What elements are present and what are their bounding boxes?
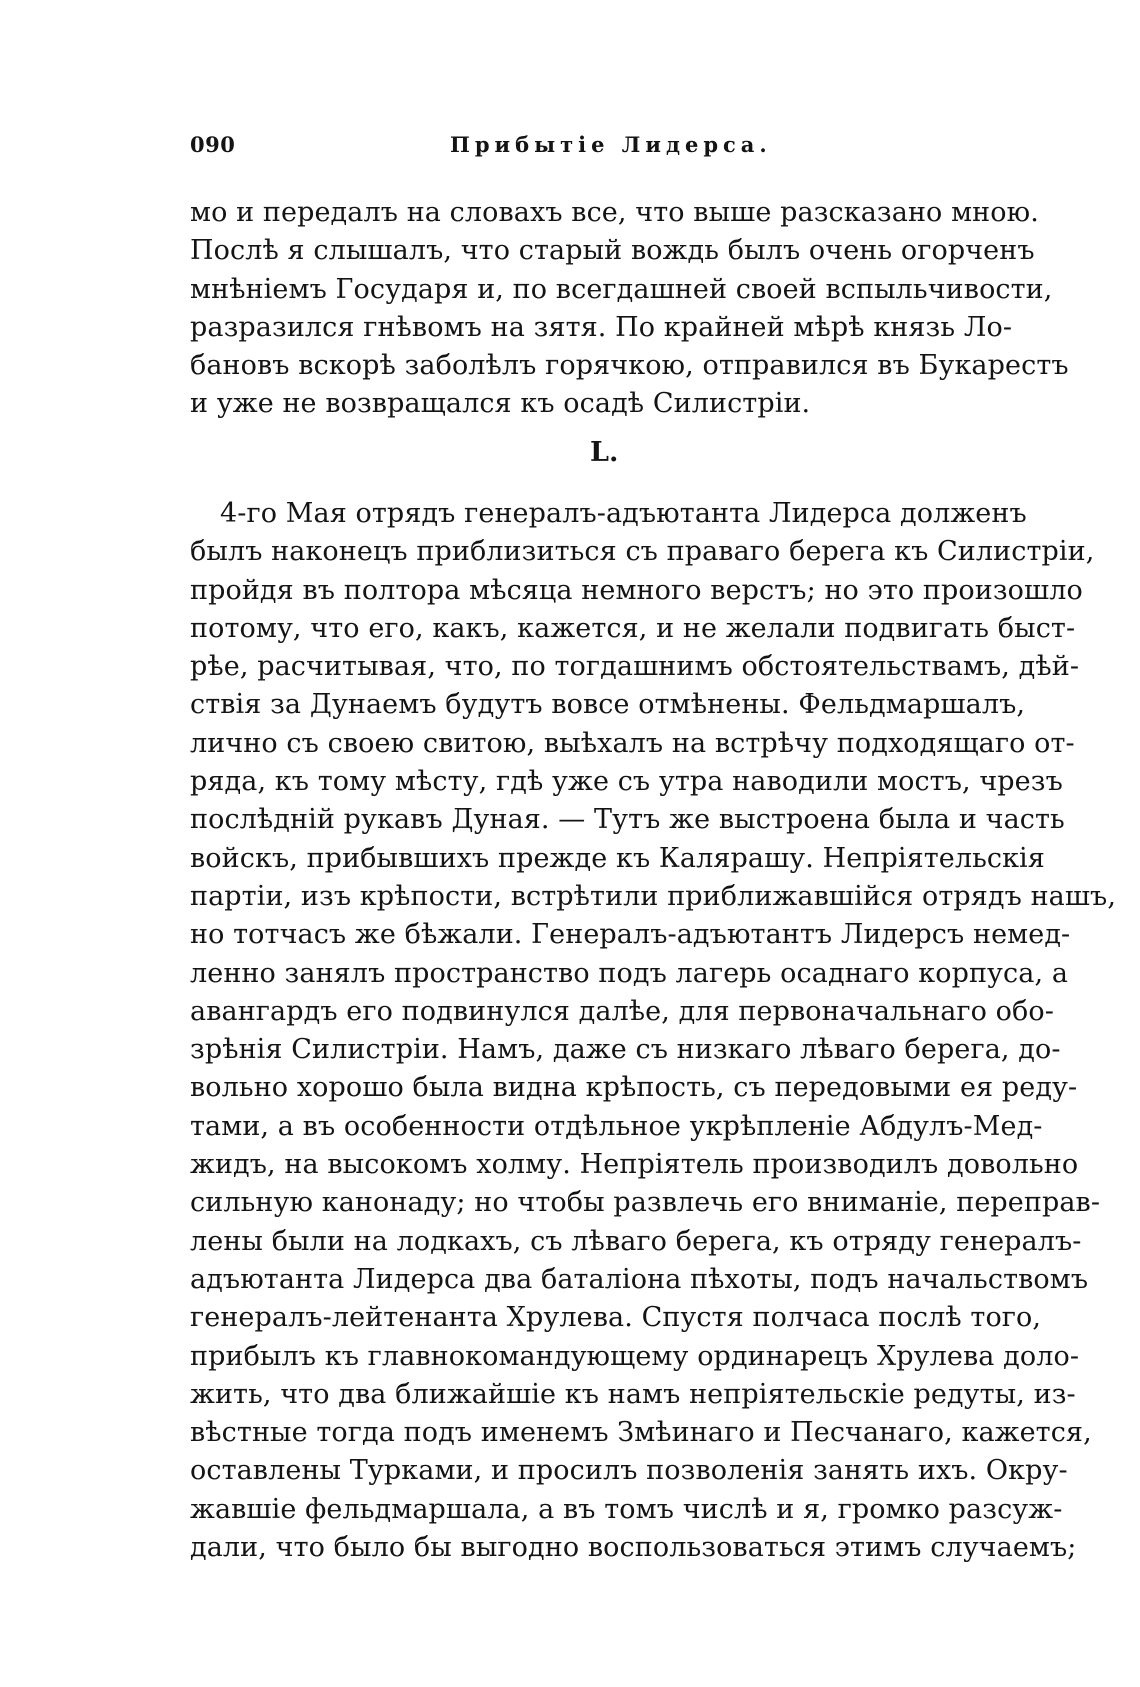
text-line: ствія за Дунаемъ будутъ вовсе отмѣнены. Фельдмаршалъ, bbox=[190, 689, 1026, 721]
text-line: лично съ своею свитою, выѣхалъ на встрѣчу подходящаго от- bbox=[190, 727, 1075, 759]
text-line: тами, а въ особенности отдѣльное укрѣпленіе Абдулъ-Мед- bbox=[190, 1110, 1043, 1142]
text-line: партіи, изъ крѣпости, встрѣтили приближавшійся отрядъ нашъ, bbox=[190, 880, 1117, 912]
text-line: сильную канонаду; но чтобы развлечь его вниманіе, переправ- bbox=[190, 1187, 1101, 1219]
text-line: генералъ-лейтенанта Хрулева. Спустя полчаса послѣ того, bbox=[190, 1302, 1042, 1334]
text-line: бановъ вскорѣ заболѣлъ горячкою, отправился въ Букарестъ bbox=[190, 350, 1069, 382]
text-line: рѣе, расчитывая, что, по тогдашнимъ обстоятельствамъ, дѣй- bbox=[190, 651, 1080, 683]
text-line: но тотчасъ же бѣжали. Генералъ-адъютантъ Лидерсъ немед- bbox=[190, 919, 1071, 951]
text-line: былъ наконецъ приблизиться съ праваго берега къ Силистріи, bbox=[190, 536, 1095, 568]
text-line: авангардъ его подвинулся далѣе, для первоначальнаго обо- bbox=[190, 995, 1054, 1027]
text-line: и уже не возвращался къ осадѣ Силистріи. bbox=[190, 388, 811, 420]
paragraph-2 bbox=[190, 495, 1117, 1567]
text-line: прибылъ къ главнокомандующему ординарецъ Хрулева доло- bbox=[190, 1340, 1080, 1372]
running-title: Прибытіе Лидерса. bbox=[450, 132, 772, 157]
paragraph-1 bbox=[190, 194, 1069, 424]
text-line: вѣстные тогда подъ именемъ Змѣинаго и Песчанаго, кажется, bbox=[190, 1417, 1092, 1449]
text-line: жить, что два ближайшіе къ намъ непріятельскіе редуты, из- bbox=[190, 1378, 1076, 1410]
text-line: оставлены Турками, и просилъ позволенія занять ихъ. Окру- bbox=[190, 1455, 1068, 1487]
text-line: мнѣніемъ Государя и, по всегдашней своей вспыльчивости, bbox=[190, 273, 1053, 305]
text-line: мо и передалъ на словахъ все, что выше разсказано мною. bbox=[190, 197, 1039, 228]
text-line: жавшіе фельдмаршала, а въ томъ числѣ и я, громко разсуж- bbox=[190, 1493, 1063, 1525]
text-line: лены были на лодкахъ, съ лѣваго берега, къ отряду генералъ- bbox=[190, 1225, 1082, 1257]
page-number: 090 bbox=[190, 132, 236, 157]
text-line: разразился гнѣвомъ на зятя. По крайней мѣрѣ князь Ло- bbox=[190, 311, 1013, 343]
text-line: 4-го Мая отрядъ генералъ-адъютанта Лидерса долженъ bbox=[220, 498, 1027, 529]
text-line: жидъ, на высокомъ холму. Непріятель производилъ довольно bbox=[190, 1149, 1079, 1181]
text-line: войскъ, прибывшихъ прежде къ Калярашу. Непріятельскія bbox=[190, 842, 1045, 874]
page-header bbox=[190, 132, 1012, 168]
text-line: ленно занялъ пространство подъ лагерь осаднаго корпуса, а bbox=[190, 957, 1069, 989]
text-line: адъютанта Лидерса два баталіона пѣхоты, подъ начальствомъ bbox=[190, 1263, 1089, 1295]
text-line: Послѣ я слышалъ, что старый вождь былъ очень огорченъ bbox=[190, 235, 1035, 267]
section-heading: L. bbox=[590, 437, 619, 468]
text-line: вольно хорошо была видна крѣпость, съ передовыми ея реду- bbox=[190, 1072, 1078, 1104]
text-line: дали, что было бы выгодно воспользоваться этимъ случаемъ; bbox=[190, 1532, 1077, 1564]
text-line: зрѣнія Силистріи. Намъ, даже съ низкаго лѣваго берега, до- bbox=[190, 1034, 1061, 1066]
text-line: ряда, къ тому мѣсту, гдѣ уже съ утра наводили мостъ, чрезъ bbox=[190, 766, 1063, 798]
text-line: послѣдній рукавъ Дуная. — Тутъ же выстроена была и часть bbox=[190, 804, 1065, 836]
text-line: пройдя въ полтора мѣсяца немного верстъ; но это произошло bbox=[190, 574, 1083, 606]
text-line: потому, что его, какъ, кажется, и не желали подвигать быст- bbox=[190, 612, 1076, 644]
